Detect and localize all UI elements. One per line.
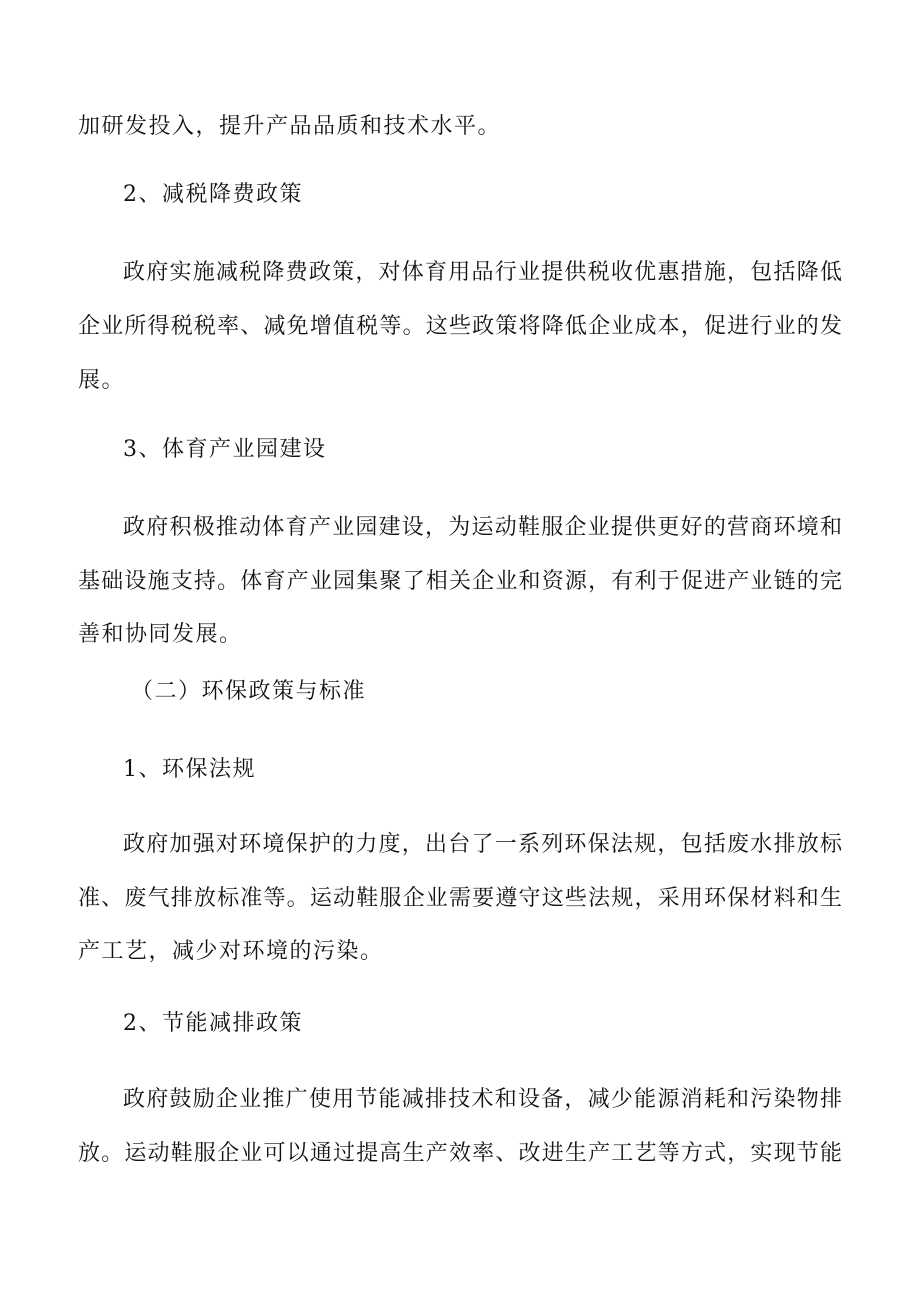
paragraph-law-line-2: 准、废气排放标准等。运动鞋服企业需要遵守这些法规，采用环保材料和生 bbox=[78, 886, 842, 911]
section-heading-environment: （二）环保政策与标准 bbox=[131, 679, 367, 704]
paragraph-park-line-2: 基础设施支持。体育产业园集聚了相关企业和资源，有利于促进产业链的完 bbox=[78, 569, 842, 594]
paragraph-energy-line-2: 放。运动鞋服企业可以通过提高生产效率、改进生产工艺等方式，实现节能 bbox=[78, 1141, 842, 1166]
paragraph-tax-line-2: 企业所得税税率、减免增值税等。这些政策将降低企业成本，促进行业的发 bbox=[78, 314, 842, 339]
paragraph-energy-line-1: 政府鼓励企业推广使用节能减排技术和设备，减少能源消耗和污染物排 bbox=[123, 1087, 842, 1112]
paragraph-tax-line-1: 政府实施减税降费政策，对体育用品行业提供税收优惠措施，包括降低 bbox=[123, 260, 842, 285]
paragraph-park-line-3: 善和协同发展。 bbox=[78, 622, 243, 647]
heading-energy-saving: 2、节能减排政策 bbox=[123, 1011, 303, 1036]
heading-env-law: 1、环保法规 bbox=[123, 757, 256, 782]
paragraph-law-line-1: 政府加强对环境保护的力度，出台了一系列环保法规，包括废水排放标 bbox=[123, 832, 842, 857]
heading-sports-park: 3、体育产业园建设 bbox=[123, 437, 327, 462]
heading-tax-policy: 2、减税降费政策 bbox=[123, 182, 303, 207]
paragraph-tail: 加研发投入，提升产品品质和技术水平。 bbox=[78, 114, 502, 139]
paragraph-law-line-3: 产工艺，减少对环境的污染。 bbox=[78, 939, 384, 964]
paragraph-tax-line-3: 展。 bbox=[78, 368, 126, 393]
paragraph-park-line-1: 政府积极推动体育产业园建设，为运动鞋服企业提供更好的营商环境和 bbox=[123, 515, 842, 540]
